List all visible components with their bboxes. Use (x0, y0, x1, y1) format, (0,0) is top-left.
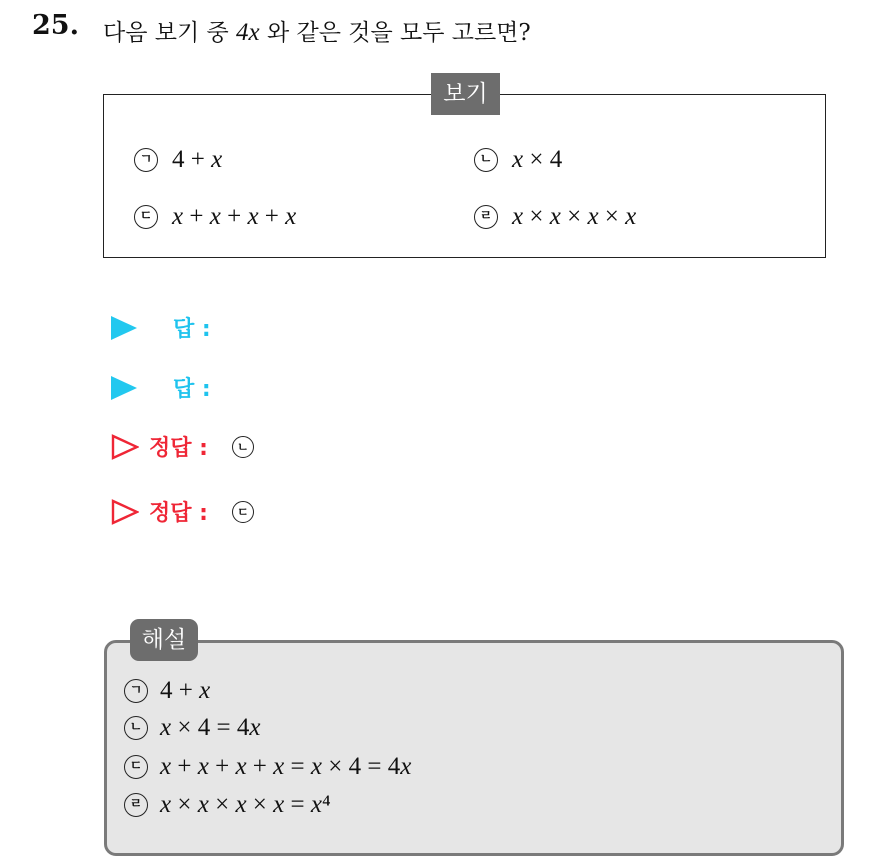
answer-label: 답 : (173, 377, 211, 402)
correct-answer-value: ㄷ (232, 501, 254, 523)
explanation-box (104, 640, 844, 856)
circled-marker-icon: ㄹ (474, 205, 498, 229)
explanation-title: 해설 (130, 619, 198, 661)
question-math: 4x (236, 19, 260, 46)
bogi-item-4 (474, 203, 636, 231)
circled-marker-icon: ㄱ (124, 679, 148, 703)
bogi-expr: 4 + x (172, 146, 223, 173)
correct-answer-value: ㄴ (232, 436, 254, 458)
triangle-right-icon (111, 376, 137, 400)
triangle-outline-icon (111, 499, 139, 525)
correct-answer-label: 정답 : (149, 501, 208, 526)
explanation-expr: 4 + x (160, 677, 211, 704)
explanation-line-1 (124, 677, 210, 705)
circled-marker-icon: ㄷ (124, 755, 148, 779)
correct-answer-row-2 (111, 496, 254, 527)
answer-row-1 (111, 312, 211, 343)
bogi-item-3 (134, 203, 296, 231)
answer-label: 답 : (173, 317, 211, 342)
circled-marker-icon: ㄴ (474, 148, 498, 172)
bogi-item-1 (134, 146, 222, 174)
explanation-line-3 (124, 753, 411, 781)
question-number: 25. (32, 10, 79, 41)
bogi-item-2 (474, 146, 562, 174)
explanation-expr: x + x + x + x = x × 4 = 4x (160, 753, 412, 780)
bogi-expr: x + x + x + x (172, 203, 297, 230)
correct-answer-label: 정답 : (149, 436, 208, 461)
correct-answer-row-1 (111, 431, 254, 462)
explanation-expr: x × 4 = 4x (160, 714, 261, 741)
circled-marker-icon: ㄱ (134, 148, 158, 172)
bogi-box (103, 94, 826, 258)
explanation-line-2 (124, 714, 260, 742)
triangle-right-icon (111, 316, 137, 340)
triangle-outline-icon (111, 434, 139, 460)
question-text-before: 다음 보기 중 (103, 20, 237, 46)
bogi-title: 보기 (431, 73, 500, 115)
circled-marker-icon: ㄹ (124, 793, 148, 817)
circled-marker-icon: ㄴ (124, 716, 148, 740)
explanation-line-4 (124, 791, 331, 819)
answer-row-2 (111, 372, 211, 403)
question-text-after: 와 같은 것을 모두 고르면? (259, 20, 531, 46)
question-text (103, 14, 531, 47)
bogi-expr: x × 4 (512, 146, 563, 173)
bogi-expr: x × x × x × x (512, 203, 637, 230)
explanation-expr: x × x × x × x = x⁴ (160, 791, 331, 818)
circled-marker-icon: ㄷ (134, 205, 158, 229)
